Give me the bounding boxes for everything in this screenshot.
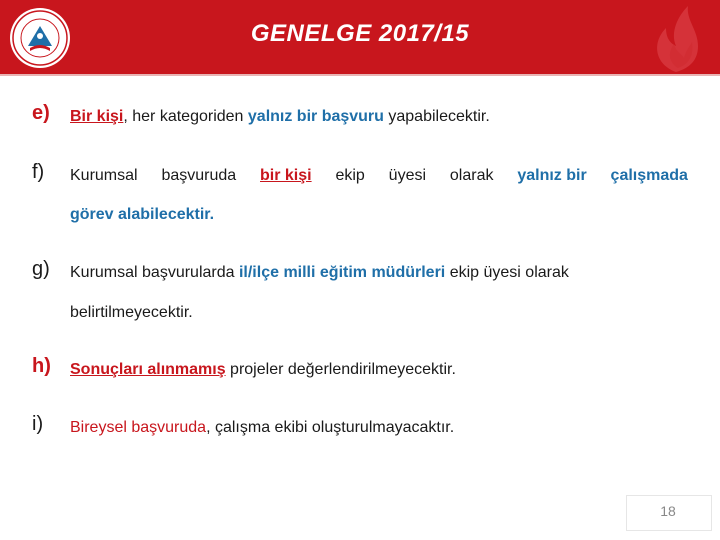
item-f-word1: Kurumsal [70, 167, 138, 184]
item-g-part2: il/ilçe milli eğitim müdürleri [238, 264, 446, 281]
item-f-word3: bir kişi [260, 167, 312, 184]
page-title: GENELGE 2017/15 [250, 20, 470, 47]
item-g-line1 [70, 264, 569, 282]
flame-watermark-icon [636, 2, 714, 74]
item-e-part1: Bir kişi [70, 108, 124, 125]
item-f-line1 [70, 167, 688, 185]
item-i-part1: Bireysel başvuruda [70, 419, 207, 436]
item-g-part3: ekip üyesi olarak [445, 264, 569, 281]
page-number: 18 [660, 503, 676, 519]
item-i-part2: , çalışma ekibi oluşturulmayacaktır. [206, 419, 455, 436]
item-f-word8: çalışmada [610, 167, 688, 184]
item-f-word6: olarak [449, 167, 494, 184]
item-g-line2: belirtilmeyecektir. [70, 304, 193, 321]
item-e-part2: , her kategoriden [123, 108, 248, 125]
item-f-line2: görev alabilecektir. [70, 206, 215, 223]
item-marker-g: g) [32, 258, 50, 280]
item-h-part1: Sonuçları alınmamış [70, 361, 226, 378]
item-h-part2: projeler değerlendirilmeyecektir. [225, 361, 456, 378]
header-bar [0, 0, 720, 74]
item-i [70, 419, 454, 437]
item-marker-h: h) [32, 355, 51, 377]
item-f-word2: başvuruda [161, 167, 237, 184]
item-marker-e: e) [32, 102, 50, 124]
item-g-part1: Kurumsal başvurularda [70, 264, 239, 281]
item-h [70, 361, 456, 379]
item-e-part4: yapabilecektir. [383, 108, 490, 125]
item-f-word7: yalnız bir [517, 167, 587, 184]
header-divider [0, 74, 720, 76]
item-marker-f: f) [32, 161, 45, 183]
item-e-part3: yalnız bir başvuru [247, 108, 384, 125]
item-marker-i: i) [32, 413, 44, 435]
item-f-word4: ekip [335, 167, 365, 184]
item-f-word5: üyesi [388, 167, 427, 184]
item-e [70, 108, 490, 126]
